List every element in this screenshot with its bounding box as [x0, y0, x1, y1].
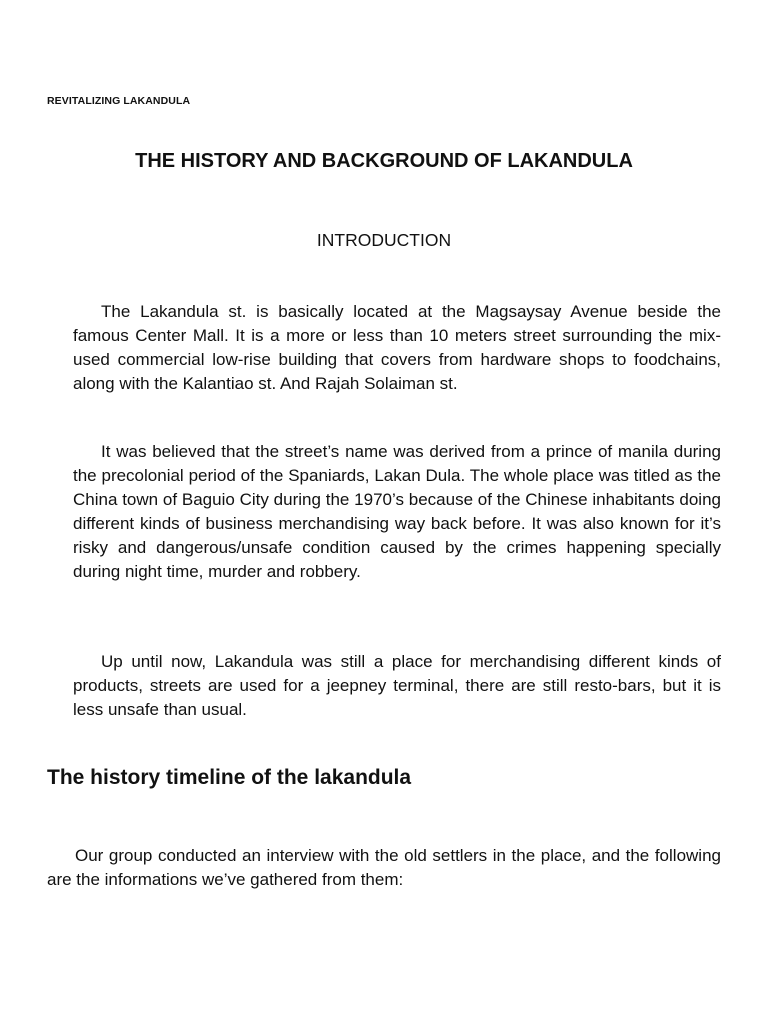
- paragraph-name-origin: It was believed that the street’s name was derived from a prince of manila during the precolonial period of the Spaniards, Lakan Dula. The whole place was titled as the China town of Baguio City during the 1970’s because of the Chinese inhabitants doing different kinds of business merchandising way back before. It was also known for it’s risky and dangerous/unsafe condition caused by the crimes happening specially during night time, murder and robbery.: [73, 442, 721, 581]
- document-title: THE HISTORY AND BACKGROUND OF LAKANDULA: [135, 150, 633, 172]
- section-heading-introduction: INTRODUCTION: [316, 230, 452, 250]
- running-header: REVITALIZING LAKANDULA: [47, 95, 191, 107]
- paragraph-location: The Lakandula st. is basically located at the Magsaysay Avenue beside the famous Center Mall. It is a more or less than 10 meters street surrounding the mix-used commercial low-rise building that covers from hardware shops to foodchains, along with the Kalantiao st. And Rajah Solaiman st.: [73, 302, 721, 393]
- paragraph-timeline-intro: Our group conducted an interview with the old settlers in the place, and the following are the informations we’ve gathered from them:: [47, 846, 721, 889]
- timeline-heading: The history timeline of the lakandula: [47, 766, 412, 789]
- paragraph-present-day: Up until now, Lakandula was still a place for merchandising different kinds of products, streets are used for a jeepney terminal, there are still resto-bars, but it is less unsafe than usual.: [73, 652, 721, 719]
